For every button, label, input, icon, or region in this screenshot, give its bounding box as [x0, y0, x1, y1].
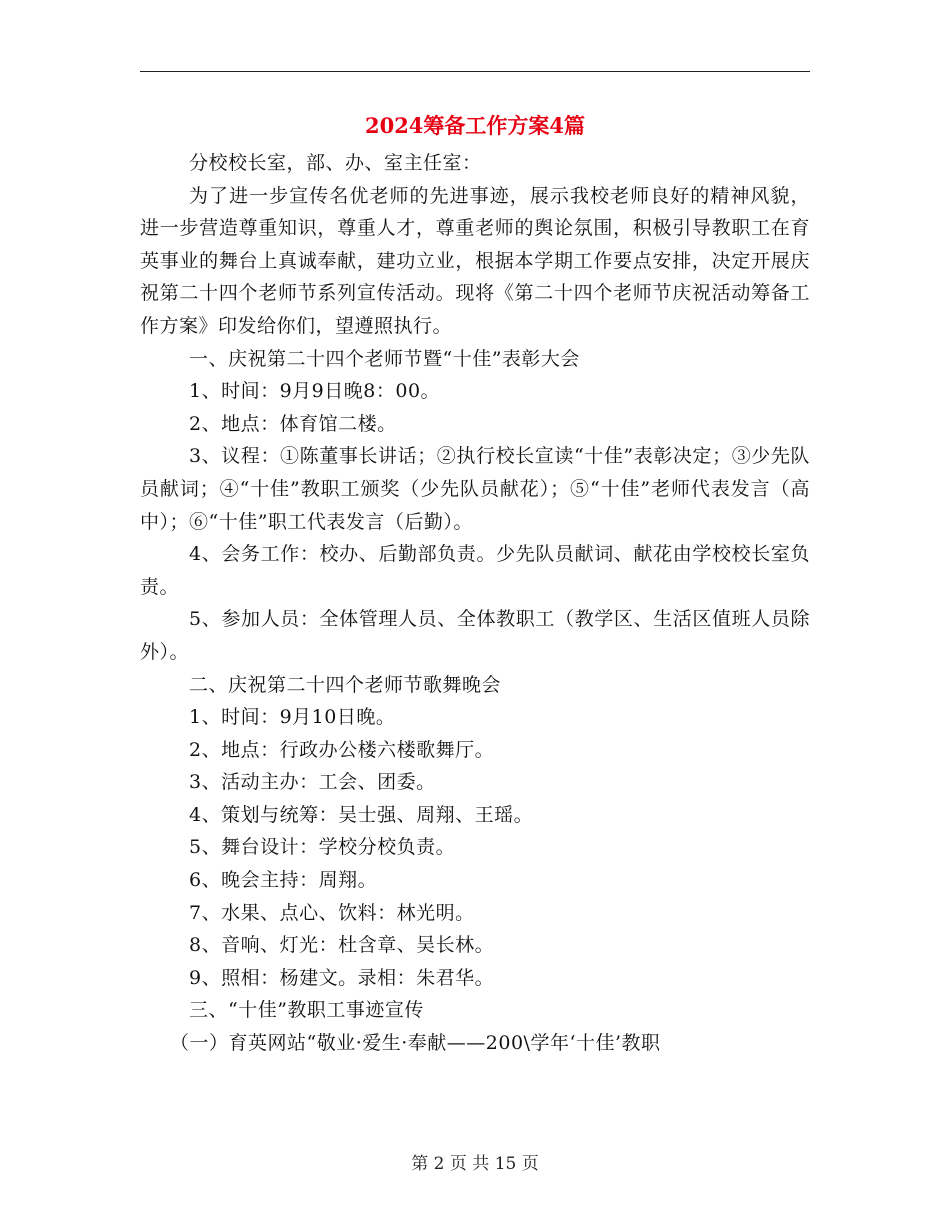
- intro-paragraph: 为了进一步宣传名优老师的先进事迹，展示我校老师良好的精神风貌，进一步营造尊重知识，尊重人才，尊重老师的舆论氛围，积极引导教职工在育英事业的舞台上真诚奉献，建功立业，根据本学期工作要点安排，决定开展庆祝第二十四个老师节系列宣传活动。现将《第二十四个老师节庆祝活动筹备工作方案》印发给你们，望遵照执行。: [140, 184, 810, 337]
- list-item: 8、音响、灯光：杜含章、吴长林。: [189, 934, 495, 957]
- addressee-line: 分校校长室，部、办、室主任室：: [189, 152, 482, 174]
- list-item: 1、时间：9月10日晚。: [189, 706, 396, 729]
- list-item: 2、地点：体育馆二楼。: [189, 412, 397, 435]
- section-heading-1: 一、庆祝第二十四个老师节暨“十佳”表彰大会: [189, 347, 580, 370]
- document-body: [140, 147, 810, 1060]
- list-item: 3、活动主办：工会、团委。: [189, 771, 436, 794]
- list-item: 5、参加人员：全体管理人员、全体教职工（教学区、生活区值班人员除外）。: [140, 608, 810, 663]
- list-item: 9、照相：杨建文。录相：朱君华。: [189, 966, 495, 989]
- list-item: 1、时间：9月9日晚8：00。: [189, 380, 441, 403]
- list-item: 2、地点：行政办公楼六楼歌舞厅。: [189, 738, 495, 761]
- section-heading-2: 二、庆祝第二十四个老师节歌舞晚会: [189, 673, 502, 696]
- list-item: 4、会务工作：校办、后勤部负责。少先队员献词、献花由学校校长室负责。: [140, 543, 810, 598]
- subsection-line: （一）育英网站“敬业·爱生·奉献——200\学年‘十佳’教职: [170, 1032, 661, 1055]
- section-heading-3: 三、“十佳”教职工事迹宣传: [189, 999, 424, 1022]
- header-rule: [140, 71, 810, 72]
- list-item: 6、晚会主持：周翔。: [189, 869, 378, 892]
- list-item: 4、策划与统筹：吴士强、周翔、王瑶。: [189, 803, 534, 826]
- page-footer: 第 2 页 共 15 页: [411, 1154, 539, 1174]
- list-item: 7、水果、点心、饮料：林光明。: [189, 901, 475, 924]
- list-item: 5、舞台设计：学校分校负责。: [189, 836, 456, 859]
- document-title: 2024筹备工作方案4篇: [364, 113, 586, 138]
- list-item: 3、议程：①陈董事长讲话；②执行校长宣读“十佳”表彰决定；③少先队员献词；④“十佳”教职工颁奖（少先队员献花）；⑤“十佳”老师代表发言（高中）；⑥“十佳”职工代表发言（后勤）。: [140, 445, 810, 533]
